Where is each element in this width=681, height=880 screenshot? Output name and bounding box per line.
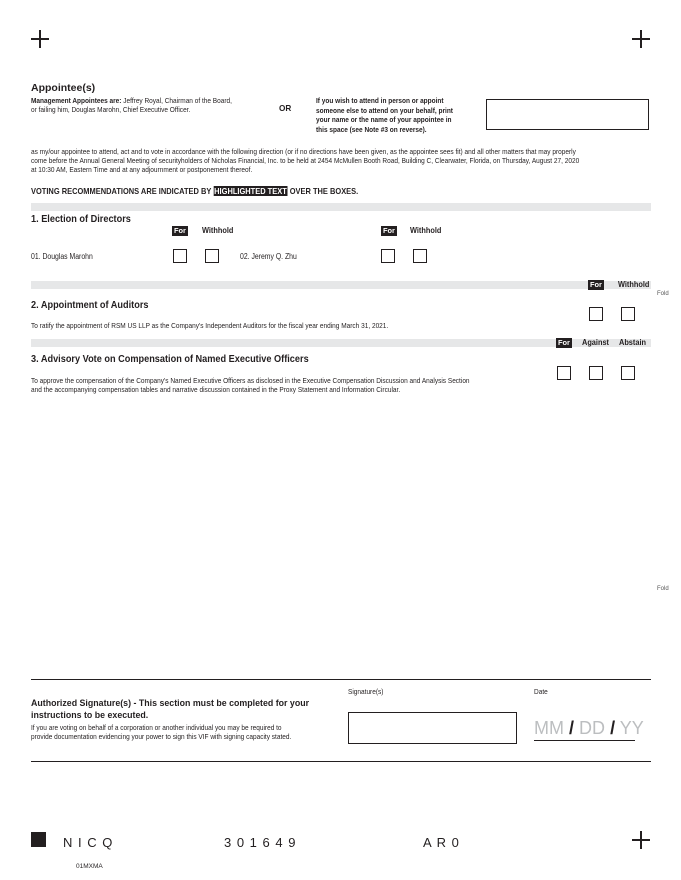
compensation-for-checkbox[interactable] bbox=[557, 366, 571, 380]
appointees-heading: Appointee(s) bbox=[31, 82, 96, 94]
date-separator: / bbox=[569, 718, 575, 738]
signature-body-line: provide documentation evidencing your power to sign this VIF with signing capacity stated. bbox=[31, 732, 292, 742]
direction-line: at 10:30 AM, Eastern Time and at any adjournment or postponement thereof. bbox=[31, 165, 253, 175]
compensation-abstain-checkbox[interactable] bbox=[621, 366, 635, 380]
appointee-instruction-line: your name or the name of your appointee in bbox=[316, 115, 452, 125]
registration-mark-top-right bbox=[632, 30, 650, 48]
signature-label: Signature(s) bbox=[348, 687, 384, 696]
date-month-placeholder: MM bbox=[534, 718, 564, 738]
section1-title: 1. Election of Directors bbox=[31, 214, 131, 225]
appointee-instruction-line: someone else to attend on your behalf, print bbox=[316, 105, 453, 115]
footer-form-id: 01MXMA bbox=[76, 863, 103, 870]
signature-section-title bbox=[31, 698, 309, 722]
or-label: OR bbox=[279, 104, 292, 113]
direction-line: as my/our appointee to attend, act and to vote in accordance with the following direction (or if no directions have been given, as the appointee sees fit) and all other matters that may properly bbox=[31, 147, 576, 156]
footer-solid-marker bbox=[31, 832, 46, 847]
withhold-column-label-nominee2: Withhold bbox=[410, 226, 442, 235]
footer-code-ar: A R 0 bbox=[423, 835, 460, 850]
date-label: Date bbox=[534, 687, 548, 696]
date-day-placeholder: DD bbox=[579, 718, 606, 738]
signature-input[interactable] bbox=[348, 712, 517, 744]
date-input[interactable] bbox=[534, 716, 644, 741]
voting-note-highlight: HIGHLIGHTED TEXT bbox=[214, 186, 287, 196]
appointee-direction-text bbox=[31, 147, 579, 175]
withhold-column-label-nominee1: Withhold bbox=[202, 226, 234, 235]
date-year-placeholder: YY bbox=[619, 718, 644, 738]
direction-line: come before the Annual General Meeting of securityholders of Nicholas Financial, Inc. to be held at 2454 McMullen Booth Road, Building C, Clearwater, Florida, on Thursday, August 27, 2020 bbox=[31, 156, 580, 166]
appointee-name-input[interactable] bbox=[486, 99, 649, 130]
section-divider-band bbox=[31, 203, 651, 211]
nominee-2-for-checkbox[interactable] bbox=[381, 249, 395, 263]
appointee-instruction-line: this space (see Note #3 on reverse). bbox=[316, 124, 427, 134]
signature-bottom-rule bbox=[31, 761, 651, 762]
section-divider-band bbox=[31, 281, 651, 289]
signature-title-line: Authorized Signature(s) - This section must be completed for your bbox=[31, 698, 310, 709]
nominee-1-for-checkbox[interactable] bbox=[173, 249, 187, 263]
nominee-2-name: 02. Jeremy Q. Zhu bbox=[240, 252, 297, 261]
section2-title: 2. Appointment of Auditors bbox=[31, 300, 149, 311]
voting-recommendations-note bbox=[31, 186, 358, 196]
signature-top-rule bbox=[31, 679, 651, 680]
signature-body-line: If you are voting on behalf of a corporation or another individual you may be required to bbox=[31, 723, 282, 732]
for-column-label-nominee2: For bbox=[383, 226, 395, 235]
voting-note-after: OVER THE BOXES. bbox=[287, 186, 359, 196]
section3-text bbox=[31, 376, 470, 394]
registration-mark-top-left bbox=[31, 30, 49, 48]
footer-code-nicq: N I C Q bbox=[63, 835, 114, 850]
management-appointees-label: Management Appointees are: bbox=[31, 96, 122, 105]
against-column-label-compensation: Against bbox=[582, 338, 609, 347]
for-column-label-nominee1: For bbox=[174, 226, 186, 235]
section2-text: To ratify the appointment of RSM US LLP as the Company's Independent Auditors for the fiscal year ending March 31, 2021. bbox=[31, 321, 389, 330]
fold-mark-upper: Fold bbox=[657, 291, 669, 297]
abstain-column-label-compensation: Abstain bbox=[619, 338, 646, 347]
management-appointees-line2: or failing him, Douglas Marohn, Chief Executive Officer. bbox=[31, 105, 191, 115]
nominee-1-name: 01. Douglas Marohn bbox=[31, 252, 93, 261]
section3-line: and the accompanying compensation tables and narrative discussion contained in the Proxy Statement and Information Circular. bbox=[31, 385, 401, 395]
management-appointees-line1: Jeffrey Royal, Chairman of the Board, bbox=[121, 96, 232, 105]
appointee-instruction-line: If you wish to attend in person or appoint bbox=[316, 96, 444, 105]
management-appointees-text bbox=[31, 96, 232, 114]
date-separator: / bbox=[610, 718, 616, 738]
nominee-1-withhold-checkbox[interactable] bbox=[205, 249, 219, 263]
appointee-instructions bbox=[316, 96, 453, 134]
section3-title: 3. Advisory Vote on Compensation of Named Executive Officers bbox=[31, 354, 309, 365]
section3-line: To approve the compensation of the Company's Named Executive Officers as disclosed in the Executive Compensation Discussion and Analysis Section bbox=[31, 376, 470, 385]
fold-mark-lower: Fold bbox=[657, 586, 669, 592]
auditors-withhold-checkbox[interactable] bbox=[621, 307, 635, 321]
signature-section-body bbox=[31, 723, 291, 741]
for-column-label-auditors: For bbox=[590, 280, 602, 289]
registration-mark-bottom-right bbox=[632, 831, 650, 849]
for-column-label-compensation: For bbox=[558, 338, 570, 347]
voting-note-before: VOTING RECOMMENDATIONS ARE INDICATED BY bbox=[31, 186, 214, 196]
signature-title-line: instructions to be executed. bbox=[31, 710, 149, 721]
auditors-for-checkbox[interactable] bbox=[589, 307, 603, 321]
compensation-against-checkbox[interactable] bbox=[589, 366, 603, 380]
nominee-2-withhold-checkbox[interactable] bbox=[413, 249, 427, 263]
withhold-column-label-auditors: Withhold bbox=[618, 280, 650, 289]
footer-code-number: 3 0 1 6 4 9 bbox=[224, 835, 297, 850]
